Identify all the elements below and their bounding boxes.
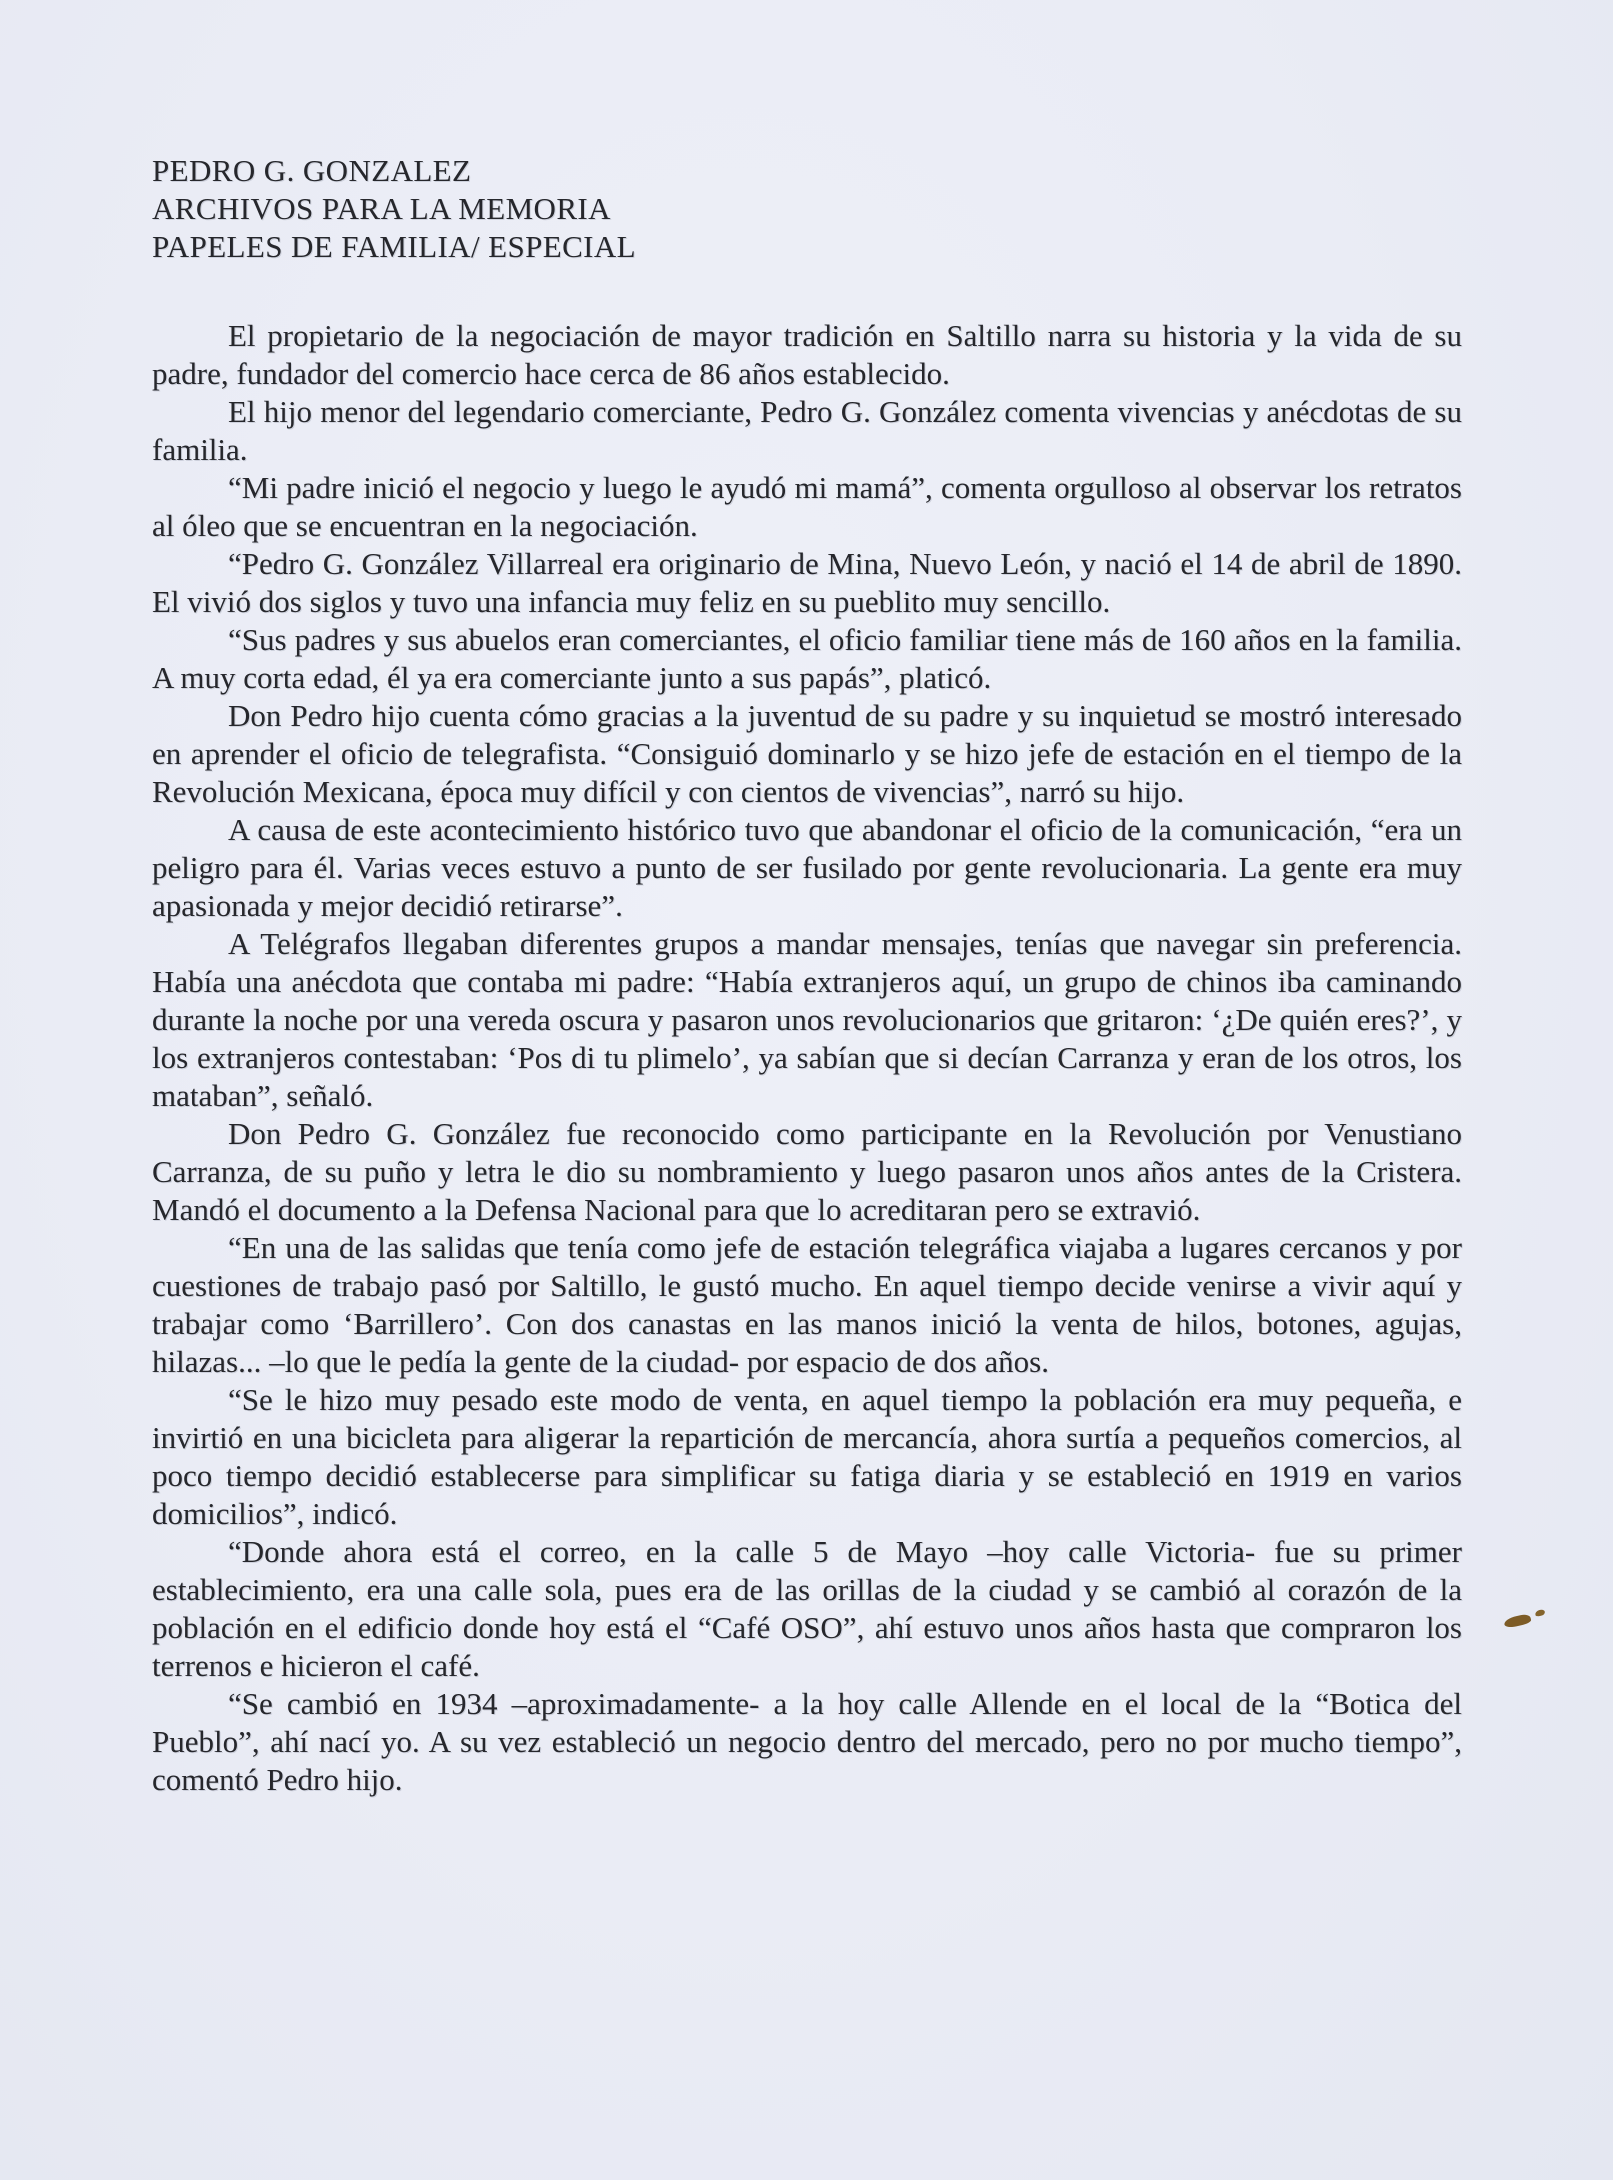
header-line-section: PAPELES DE FAMILIA/ ESPECIAL <box>152 229 636 264</box>
document-header <box>152 152 636 266</box>
document-body-text <box>152 317 1462 1799</box>
ink-blot-main <box>1503 1613 1531 1628</box>
paragraph: “Mi padre inició el negocio y luego le ayudó mi mamá”, comenta orgulloso al observar los retratos al óleo que se encuentran en la negociación. <box>152 470 1462 543</box>
paragraph: A causa de este acontecimiento histórico tuvo que abandonar el oficio de la comunicación, “era un peligro para él. Varias veces estuvo a punto de ser fusilado por gente revolucionaria. La gente era muy apasionada y mejor decidió retirarse”. <box>152 812 1462 923</box>
paragraph: Don Pedro hijo cuenta cómo gracias a la juventud de su padre y su inquietud se mostró interesado en aprender el oficio de telegrafista. “Consiguió dominarlo y se hizo jefe de estación en el tiempo de la Revolución Mexicana, época muy difícil y con cientos de vivencias”, narró su hijo. <box>152 698 1462 809</box>
paragraph: “En una de las salidas que tenía como jefe de estación telegráfica viajaba a lugares cercanos y por cuestiones de trabajo pasó por Saltillo, le gustó mucho. En aquel tiempo decide venirse a vivir aquí y trabajar como ‘Barrillero’. Con dos canastas en las manos inició la venta de hilos, botones, agujas, hilazas... –lo que le pedía la gente de la ciudad- por espacio de dos años. <box>152 1230 1462 1379</box>
paragraph: “Se cambió en 1934 –aproximadamente- a la hoy calle Allende en el local de la “Botica del Pueblo”, ahí nací yo. A su vez estableció un negocio dentro del mercado, pero no por mucho tiempo”, comentó Pedro hijo. <box>152 1686 1462 1797</box>
ink-blot-mark <box>1504 1608 1550 1634</box>
paragraph: “Se le hizo muy pesado este modo de venta, en aquel tiempo la población era muy pequeña, e invirtió en una bicicleta para aligerar la repartición de mercancía, ahora surtía a pequeños comercios, al poco tiempo decidió establecerse para simplificar su fatiga diaria y se estableció en 1919 en varios domicilios”, indicó. <box>152 1382 1462 1531</box>
header-line-author: PEDRO G. GONZALEZ <box>152 153 472 188</box>
paragraph: “Donde ahora está el correo, en la calle 5 de Mayo –hoy calle Victoria- fue su primer establecimiento, era una calle sola, pues era de las orillas de la ciudad y se cambió al corazón de la población en el edificio donde hoy está el “Café OSO”, ahí estuvo unos años hasta que compraron los terrenos e hicieron el café. <box>152 1534 1462 1683</box>
paragraph: “Sus padres y sus abuelos eran comerciantes, el oficio familiar tiene más de 160 años en la familia. A muy corta edad, él ya era comerciante junto a sus papás”, platicó. <box>152 622 1462 695</box>
ink-blot-dot <box>1534 1609 1545 1618</box>
paragraph: El propietario de la negociación de mayor tradición en Saltillo narra su historia y la vida de su padre, fundador del comercio hace cerca de 86 años establecido. <box>152 318 1462 391</box>
paragraph: Don Pedro G. González fue reconocido como participante en la Revolución por Venustiano Carranza, de su puño y letra le dio su nombramiento y luego pasaron unos años antes de la Cristera. Mandó el documento a la Defensa Nacional para que lo acreditaran pero se extravió. <box>152 1116 1462 1227</box>
paragraph: “Pedro G. González Villarreal era originario de Mina, Nuevo León, y nació el 14 de abril de 1890. El vivió dos siglos y tuvo una infancia muy feliz en su pueblito muy sencillo. <box>152 546 1462 619</box>
paragraph: El hijo menor del legendario comerciante, Pedro G. González comenta vivencias y anécdotas de su familia. <box>152 394 1462 467</box>
header-line-archive: ARCHIVOS PARA LA MEMORIA <box>152 191 611 226</box>
paragraph: A Telégrafos llegaban diferentes grupos a mandar mensajes, tenías que navegar sin preferencia. Había una anécdota que contaba mi padre: “Había extranjeros aquí, un grupo de chinos iba caminando durante la noche por una vereda oscura y pasaron unos revolucionarios que gritaron: ‘¿De quién eres?’, y los extranjeros contestaban: ‘Pos di tu plimelo’, ya sabían que si decían Carranza y eran de los otros, los mataban”, señaló. <box>152 926 1462 1113</box>
